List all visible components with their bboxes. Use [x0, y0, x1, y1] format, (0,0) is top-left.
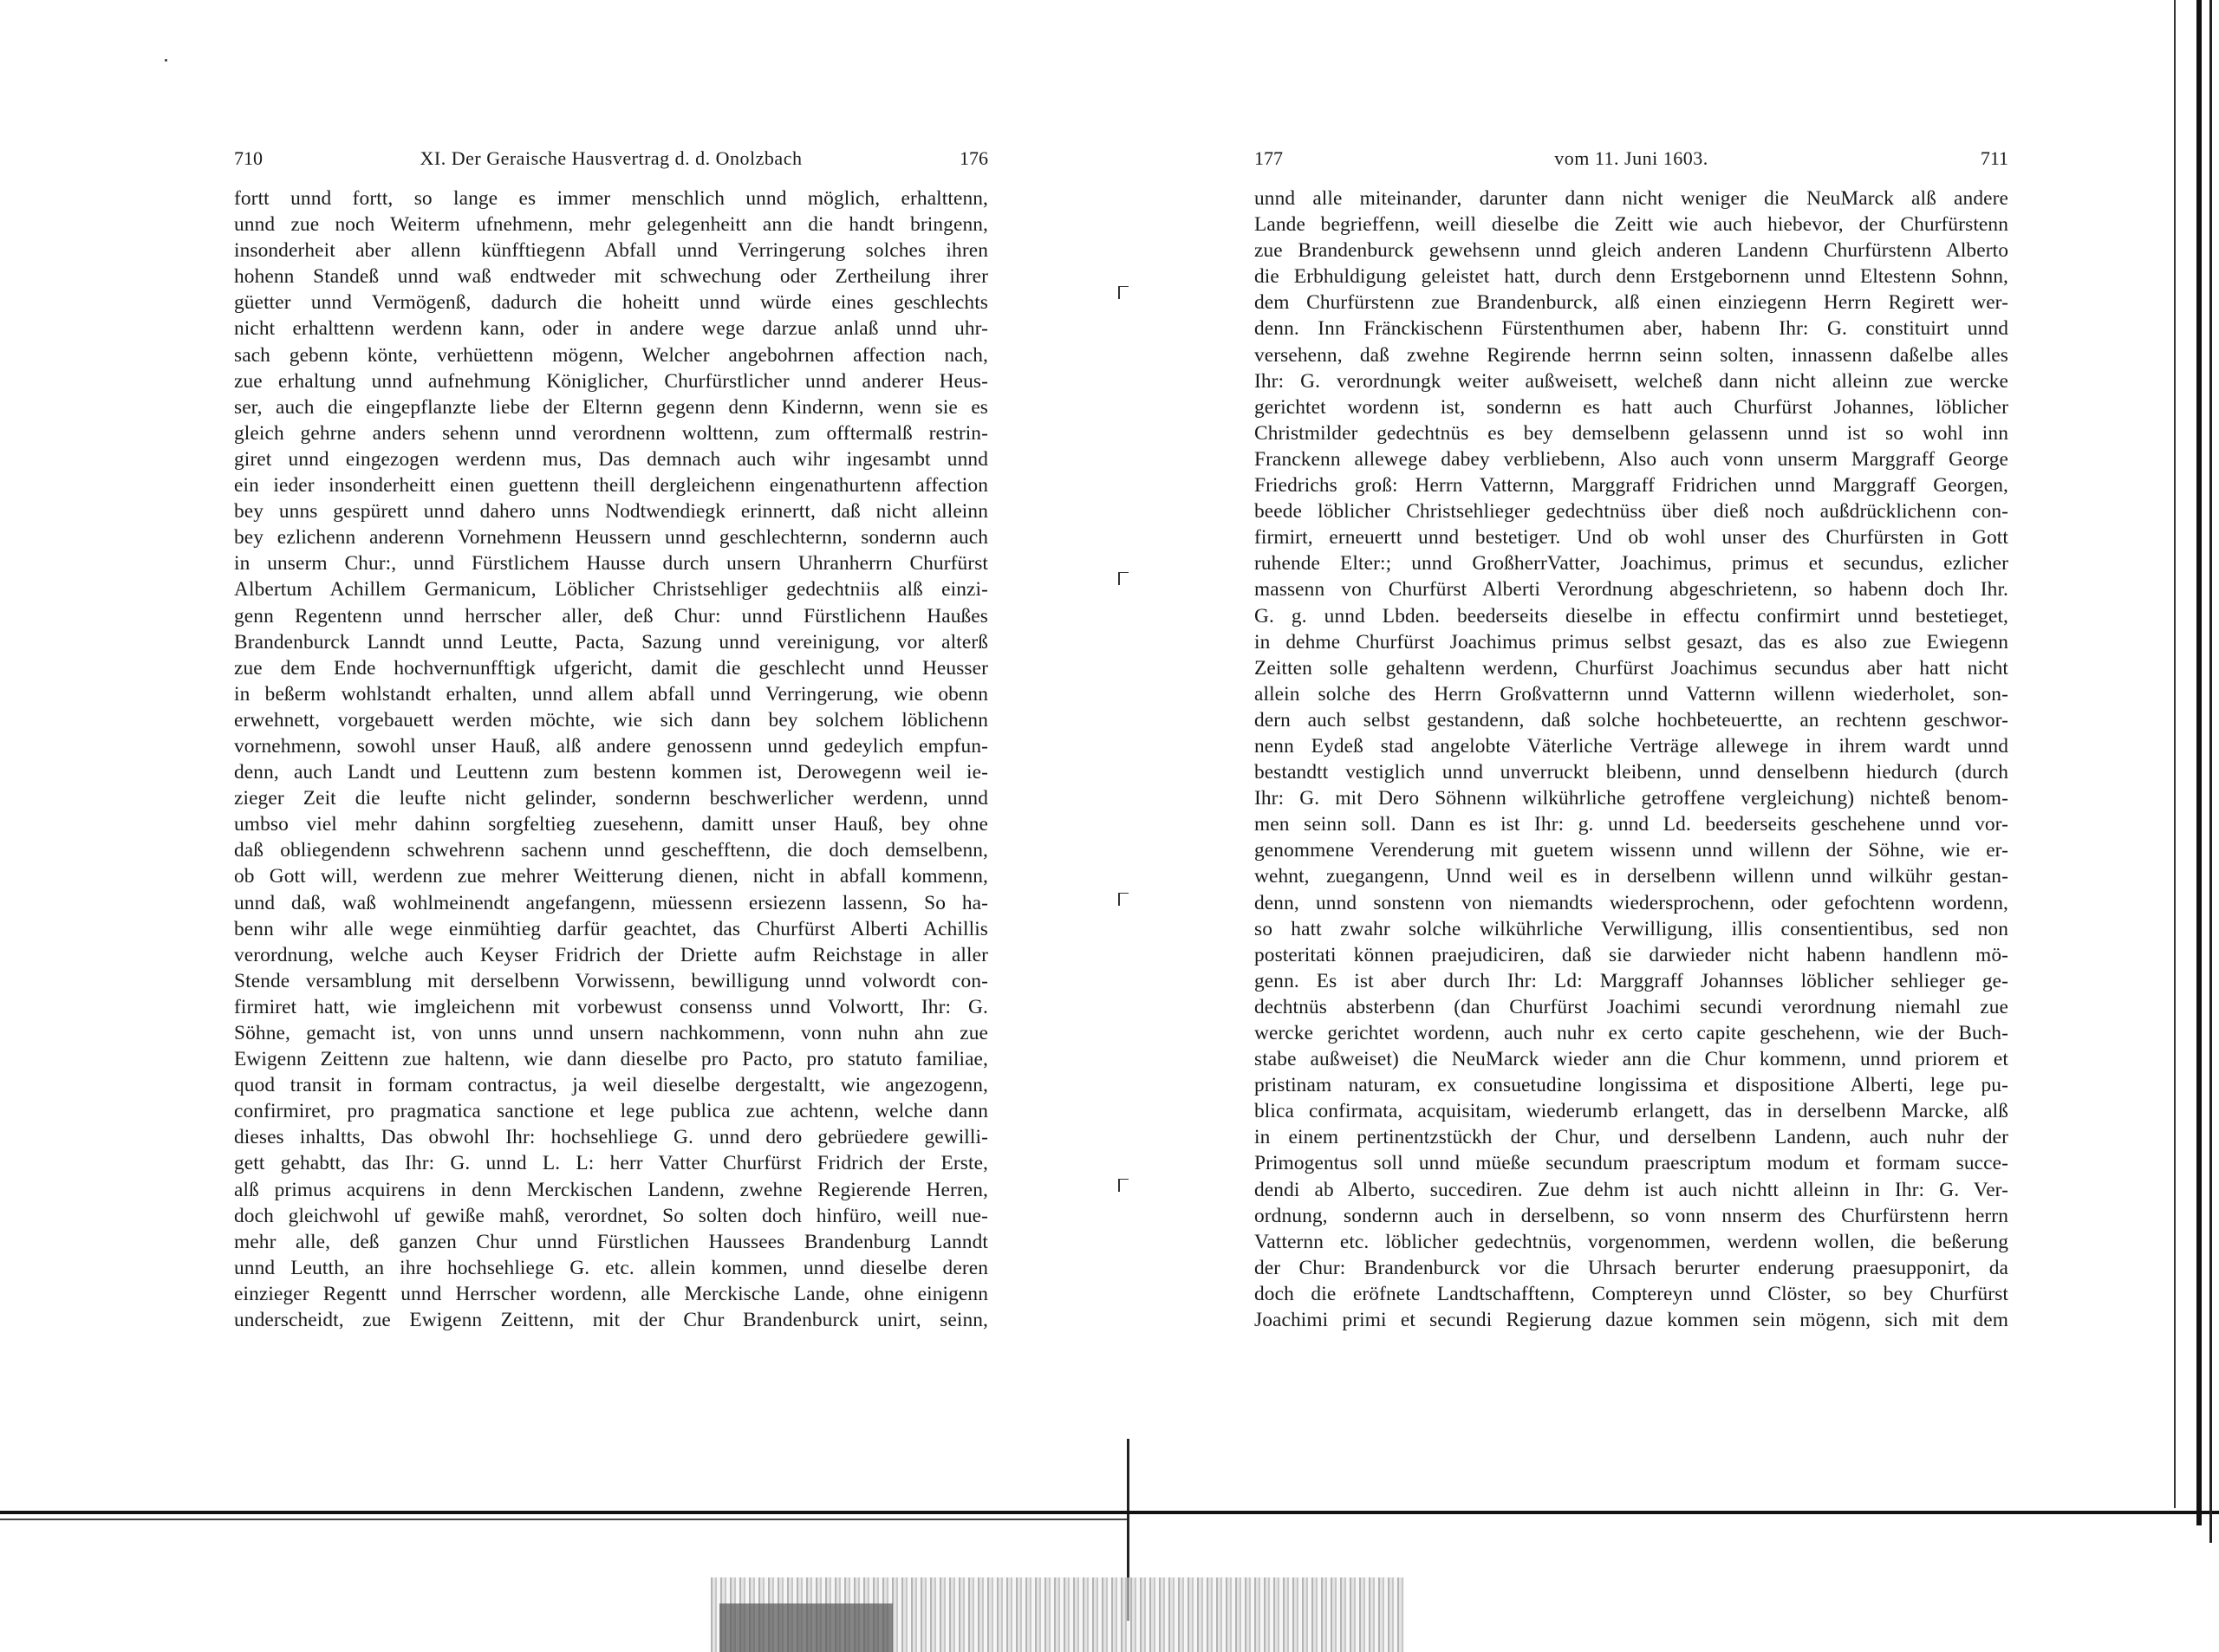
- book-gutter: [1118, 286, 1122, 1621]
- text-line: zue dem Ende hochvernunfftigk ufgericht, damit die geschlecht unnd Heusser: [234, 656, 988, 680]
- text-line: in unserm Chur:, unnd Fürstlichem Hausse durch unsern Uhranherrn Churfürst: [234, 552, 988, 576]
- text-line: Zeitten solle gehaltenn werdenn, Churfürst Joachimus secundus aber hatt nicht: [1254, 656, 2008, 680]
- text-line: zue Brandenburck gewehsenn unnd gleich anderen Landenn Churfürstenn Alberto: [1254, 239, 2008, 263]
- text-line: Ihr: G. mit Dero Söhnenn wilkührliche getroffene vergleichung) nichteß benom-: [1254, 787, 2008, 810]
- left-page-body: [234, 185, 988, 1333]
- text-line: umbso viel mehr dahinn sorgfeltieg zuesehenn, damitt unser Hauß, bey ohne: [234, 813, 988, 836]
- text-line: so hatt zwahr solche wilkührliche Verwilligung, illis consentientibus, sed non: [1254, 917, 2008, 940]
- left-page-number: 710: [234, 147, 263, 169]
- text-line: einzieger Regentt unnd Herrscher wordenn, alle Merckische Lande, ohne einigenn: [234, 1282, 988, 1305]
- text-line: G. g. unnd Lbden. beederseits dieselbe in effectu confirmirt unnd bestetieget,: [1254, 604, 2008, 628]
- right-page-header: [1254, 147, 2008, 185]
- text-line: güetter unnd Vermögenß, dadurch die hoheitt unnd würde eines geschlechts: [234, 291, 988, 315]
- text-line: bey unns gespürett unnd dahero unns Nodtwendiegk erinnertt, daß nicht alleinn: [234, 500, 988, 524]
- text-line: in dehme Churfürst Joachimus primus selbst gesazt, das es also zue Ewiegenn: [1254, 630, 2008, 654]
- page-bottom-edge: [0, 1511, 2219, 1514]
- text-line: zieger Zeit die leufte nicht gelinder, sondernn beschwerlicher werdenn, unnd: [234, 787, 988, 810]
- text-line: dem Churfürstenn zue Brandenburck, alß einen einziegenn Herrn Regirett wer-: [1254, 291, 2008, 315]
- text-line: daß obliegendenn schwehrenn sachenn unnd geschefftenn, die doch demselbenn,: [234, 839, 988, 862]
- right-page-body: [1254, 185, 2008, 1333]
- left-page: [234, 147, 988, 1333]
- text-line: giret unnd eingezogen werdenn mus, Das demnach auch wihr ingesambt unnd: [234, 447, 988, 471]
- text-line: ordnung, sondernn auch in derselbenn, so vonn nnserm des Churfürstenn herrn: [1254, 1204, 2008, 1227]
- right-page-number: 711: [1980, 147, 2008, 169]
- text-line: der Chur: Brandenburck vor die Uhrsach berurter enderung praesupponirt, da: [1254, 1256, 2008, 1279]
- text-line: doch die eröfnete Landtschafftenn, Compterеyn unnd Clöster, so bey Churfürst: [1254, 1282, 2008, 1305]
- text-line: pristinam naturam, ex consuetudine longissima et dispositione Alberti, lege pu-: [1254, 1074, 2008, 1097]
- text-line: dern auch selbst gestandenn, daß solche hochbeteuertte, an rechtenn geschwor-: [1254, 708, 2008, 732]
- text-line: posteritati könnеn praejudiciren, daß sie darwieder nicht habenn handlenn mö-: [1254, 943, 2008, 966]
- text-line: denn, auch Landt und Leuttenn zum bestenn kommen ist, Derowegenn weil ie-: [234, 761, 988, 784]
- text-line: firmiret hatt, wie imgleichenn mit vorbewust consenss unnd Volwortt, Ihr: G.: [234, 995, 988, 1018]
- text-line: quod transit in formam contractus, ja weil dieselbe dergestaltt, wie angezogenn,: [234, 1074, 988, 1097]
- scan-speck: [165, 59, 167, 62]
- text-line: Vatternn etc. löblicher gedechtnüs, vorgenommen, werdenn wollen, die beßerung: [1254, 1230, 2008, 1253]
- text-line: Söhne, gemacht ist, von unns unnd unsern nachkommenn, vonn nuhn ahn zue: [234, 1022, 988, 1044]
- text-line: Franckenn allewege dabey verbliebenn, Also auch vonn unserm Marggraff George: [1254, 447, 2008, 471]
- text-line: blica confirmata, acquisitam, wiederumb erlangett, das in derselbenn Marcke, alß: [1254, 1100, 2008, 1123]
- right-original-page-number: 177: [1254, 147, 1283, 169]
- text-line: verordnung, welche auch Keyser Fridrich der Driette aufm Reichstage in aller: [234, 943, 988, 966]
- text-line: wercke gerichtet wordenn, auch nuhr ex certo capite geschehenn, wie der Buch-: [1254, 1022, 2008, 1044]
- text-line: underscheidt, zue Ewigenn Zeittenn, mit der Chur Brandenburck unirt, seinn,: [234, 1309, 988, 1332]
- text-line: beede löblicher Christsehlieger gedechtnüss über dieß noch außdrücklichenn con-: [1254, 500, 2008, 524]
- text-line: gett gehabtt, das Ihr: G. unnd L. L: herr Vatter Churfürst Fridrich der Erste,: [234, 1152, 988, 1175]
- text-line: Albertum Achillem Germanicum, Löblicher Christsehliger gedechtniis alß einzi-: [234, 578, 988, 602]
- text-line: Brandenburck Lanndt unnd Leutte, Pacta, Sazung unnd vereinigung, vor alterß: [234, 630, 988, 654]
- text-line: unnd alle miteinander, darunter dann nicht weniger die NeuMarck alß andere: [1254, 187, 2008, 210]
- text-line: doch gleichwohl uf gewiße mahß, verordnet, So solten doch hinfüro, weill nue-: [234, 1204, 988, 1227]
- text-line: genn Regentenn unnd herrscher aller, deß Chur: unnd Fürstlichenn Haußes: [234, 604, 988, 628]
- text-line: men seinn soll. Dann es ist Ihr: g. unnd Ld. beederseits geschehene unnd vor-: [1254, 813, 2008, 836]
- text-line: genommene Verenderung mit guetem wissenn unnd willenn der Söhne, wie er-: [1254, 839, 2008, 862]
- text-line: dechtnüs absterbenn (dan Churfürst Joachimi secundi verordnung niemahl zue: [1254, 995, 2008, 1018]
- text-line: wehnt, zuegangenn, Unnd weil es in derselbenn willenn unnd wilkühr gestan-: [1254, 865, 2008, 888]
- right-page: [1254, 147, 2008, 1333]
- text-line: ein ieder insonderheitt einen guettenn theill dergleichenn eingenathurtenn affection: [234, 474, 988, 498]
- text-line: alß primus acquirens in denn Merckischen Landenn, zwehne Regierende Herren,: [234, 1178, 988, 1201]
- text-line: Ewigenn Zeittenn zue haltenn, wie dann dieselbe pro Pacto, pro statuto familiae,: [234, 1048, 988, 1071]
- text-line: mehr alle, deß ganzen Chur unnd Fürstlichen Haussees Brandenburg Lanndt: [234, 1230, 988, 1253]
- text-line: dieses inhaltts, Das obwohl Ihr: hochsehliege G. unnd dero gebrüedere gewilli-: [234, 1126, 988, 1149]
- scan-artifact-dark: [719, 1603, 893, 1652]
- text-line: unnd Leutth, an ihre hochsehliege G. etc. allein kommen, unnd dieselbe deren: [234, 1256, 988, 1279]
- text-line: Ihr: G. verordnungk weiter außweisett, welcheß dann nicht alleinn zue wercke: [1254, 369, 2008, 393]
- text-line: Primogentus soll unnd müeße secundum praescriptum modum et formam succe-: [1254, 1152, 2008, 1175]
- text-line: hohenn Standeß unnd waß endtweder mit schwechung oder Zertheilung ihrer: [234, 265, 988, 289]
- text-line: Lande begrieffenn, weill dieselbe die Zeitt wie auch hiebevor, der Churfürstenn: [1254, 213, 2008, 237]
- right-running-head: vom 11. Juni 1603.: [1554, 147, 1708, 169]
- text-line: denn. Inn Fränckischenn Fürstenthumen aber, habenn Ihr: G. constituirt unnd: [1254, 317, 2008, 341]
- text-line: massenn von Churfürst Alberti Verordnung abgeschrietenn, so habenn doch Ihr.: [1254, 578, 2008, 602]
- text-line: ob Gott will, werdenn zue mehrer Weitterung dienen, nicht in abfall kommenn,: [234, 865, 988, 888]
- book-right-edge-inner: [2174, 0, 2176, 1508]
- text-line: in beßerm wohlstandt erhalten, unnd allem abfall unnd Verringerung, wie obenn: [234, 682, 988, 706]
- text-line: Friedrichs groß: Herrn Vatternn, Marggraff Fridrichen unnd Marggraff Georgen,: [1254, 474, 2008, 498]
- left-original-page-number: 176: [960, 147, 988, 169]
- text-line: ruhende Elter:; unnd GroßherrVatter, Joachimus, primus et secundus, ezlicher: [1254, 552, 2008, 576]
- text-line: genn. Es ist aber durch Ihr: Ld: Marggraff Johannses löblicher sehlieger ge-: [1254, 969, 2008, 992]
- text-line: stabe außweiset) die NeuMarck wieder ann die Chur kommenn, unnd priorem et: [1254, 1048, 2008, 1071]
- text-line: vornehmenn, sowohl unser Hauß, alß andere genossenn unnd gedeylich empfun-: [234, 734, 988, 758]
- text-line: firmirt, erneuertt unnd bestetigет. Und ob wohl unser des Churfürsten in Gott: [1254, 526, 2008, 550]
- text-line: fortt unnd fortt, so lange es immer menschlich unnd möglich, erhalttenn,: [234, 187, 988, 210]
- text-line: Christmilder gedechtnüs es bey demselbenn gelassenn unnd ist so wohl inn: [1254, 421, 2008, 445]
- text-line: erwehnett, vorgebauett werden möchte, wie sich dann bey solchem löblichenn: [234, 708, 988, 732]
- text-line: bey ezlichenn anderenn Vornehmenn Heussern unnd geschlechternn, sondernn auch: [234, 526, 988, 550]
- text-line: Joachimi primi et secundi Regierung dazue kommen sein mögenn, sich mit dem: [1254, 1309, 2008, 1332]
- text-line: allein solche des Herrn Großvatternn unnd Vatternn willenn wiederholet, son-: [1254, 682, 2008, 706]
- left-page-header: [234, 147, 988, 185]
- left-running-head: XI. Der Geraische Hausvertrag d. d. Onolzbach: [420, 147, 803, 169]
- text-line: nenn Eydeß stad angelobte Väterliche Verträge allewege in ihrem wardt unnd: [1254, 734, 2008, 758]
- text-line: ser, auch die eingepflanzte liebe der Elternn gegenn denn Kindernn, wenn sie es: [234, 395, 988, 419]
- text-line: sach gebenn könte, verhüettenn mögenn, Welcher angebohrnen affection nach,: [234, 343, 988, 367]
- text-line: confirmiret, pro pragmatica sanctione et lege publica zue achtenn, welche dann: [234, 1100, 988, 1123]
- book-right-edge: [2196, 0, 2202, 1525]
- text-line: denn, unnd sonstenn von niemandts wiedersprochenn, oder gefochtenn wordenn,: [1254, 891, 2008, 914]
- text-line: in einem pertinentzstückh der Chur, und derselbenn Landenn, auch nuhr der: [1254, 1126, 2008, 1149]
- book-right-edge-outer: [2209, 0, 2212, 1543]
- text-line: benn wihr alle wege einmühtieg darfür geachtet, das Churfürst Alberti Achillis: [234, 917, 988, 940]
- text-line: Stende versamblung mit derselbenn Vorwissenn, bewilligung unnd volwordt con-: [234, 969, 988, 992]
- text-line: zue erhaltung unnd aufnehmung Königlicher, Churfürstlicher unnd anderer Heus-: [234, 369, 988, 393]
- text-line: unnd zue noch Weiterm ufnehmenn, mehr gelegenheitt ann die handt bringenn,: [234, 213, 988, 237]
- text-line: dendi ab Alberto, succediren. Zue dehm ist auch nichtt alleinn in Ihr: G. Ver-: [1254, 1178, 2008, 1201]
- text-line: versehenn, daß zwehne Regirende herrnn seinn solten, innassenn daßelbe alles: [1254, 343, 2008, 367]
- page-bottom-edge-inner: [0, 1519, 1127, 1520]
- text-line: gerichtet wordenn ist, sondernn es hatt auch Churfürst Johannes, löblicher: [1254, 395, 2008, 419]
- text-line: gleich gehrne anders sehenn unnd verordnenn wolttenn, zum offtermalß restrin-: [234, 421, 988, 445]
- text-line: insonderheit aber allenn künfftiegenn Abfall unnd Verringerung solches ihren: [234, 239, 988, 263]
- text-line: nicht erhalttenn werdenn kann, oder in andere wege darzue anlaß unnd uhr-: [234, 317, 988, 341]
- text-line: bestandtt vestiglich unnd unverruckt bleibenn, unnd denselbenn hiedurch (durch: [1254, 761, 2008, 784]
- text-line: die Erbhuldigung geleistet hatt, durch denn Erstgebornenn unnd Eltestenn Sohnn,: [1254, 265, 2008, 289]
- text-line: unnd daß, waß wohlmeinendt angefangenn, müessenn ersiezenn lassenn, So ha-: [234, 891, 988, 914]
